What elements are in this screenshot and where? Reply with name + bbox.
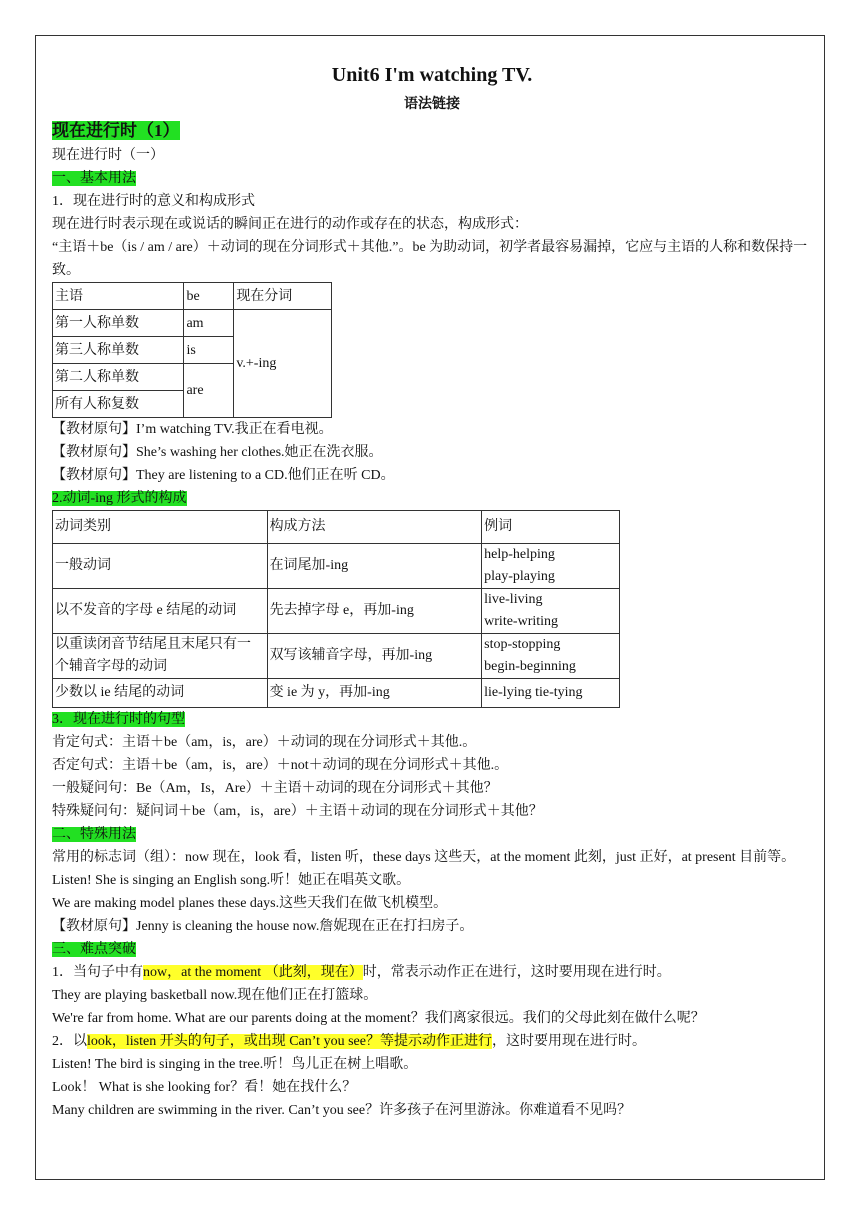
difficulty-point-2 [52, 1030, 812, 1053]
example-line: 【教材原句】Jenny is cleaning the house now.詹妮现在正在打扫房子。 [52, 919, 474, 934]
table-cell: 第三人称单数 [53, 337, 184, 364]
table-cell-participle: v.+-ing [234, 310, 332, 418]
example-line: 【教材原句】She’s washing her clothes.她正在洗衣服。 [52, 445, 383, 460]
point2-title: 2.动词-ing 形式的构成 [52, 491, 187, 506]
example-line: We are making model planes these days.这些天我们在做飞机模型。 [52, 896, 448, 911]
table-header-cell: 主语 [53, 283, 184, 310]
section-sub-heading: 现在进行时（一） [52, 148, 164, 163]
highlighted-text: look，listen 开头的句子，或出现 Can’t you see？等提示动作正进行 [87, 1034, 492, 1049]
table-cell: 一般动词 [53, 544, 268, 589]
document-title: Unit6 I'm watching TV. [331, 64, 533, 86]
table-cell: am [184, 310, 234, 337]
text-span: 时，常表示动作正在进行，这时要用现在进行时。 [362, 965, 671, 980]
example-line: Look！ What is she looking for？看！她在找什么？ [52, 1080, 357, 1095]
text-span: 2．以 [52, 1034, 87, 1049]
document-subtitle: 语法链接 [404, 97, 460, 112]
point1-title: 1．现在进行时的意义和构成形式 [52, 194, 255, 209]
table-cell: 所有人称复数 [53, 391, 184, 418]
example-word: stop-stopping [484, 637, 561, 652]
point1-formula: “主语＋be（is / am / are）＋动词的现在分词形式＋其他.”。be 为助动词，初学者最容易漏掉，它应与主语的人称和数保持一致。 [52, 240, 808, 278]
table-cell: 在词尾加-ing [267, 544, 482, 589]
table-cell [482, 589, 620, 634]
table-cell: is [184, 337, 234, 364]
table-cell: are [184, 364, 234, 418]
subject-be-table [52, 282, 332, 418]
document-body [52, 60, 812, 1122]
table-cell [482, 544, 620, 589]
part1-heading: 一、基本用法 [52, 171, 136, 186]
table-cell: 先去掉字母 e，再加-ing [267, 589, 482, 634]
example-word: play-playing [484, 569, 555, 584]
example-line: 【教材原句】They are listening to a CD.他们正在听 CD。 [52, 468, 395, 483]
text-span: ，这时要用现在进行时。 [491, 1034, 646, 1049]
table-cell: 变 ie 为 y，再加-ing [267, 679, 482, 708]
text-span: 1．当句子中有 [52, 965, 143, 980]
part2-heading: 二、特殊用法 [52, 827, 136, 842]
part3-heading: 三、难点突破 [52, 942, 136, 957]
example-line: Listen! She is singing an English song.听！她正在唱英文歌。 [52, 873, 411, 888]
section-main-heading: 现在进行时（1） [52, 121, 180, 140]
example-word: begin-beginning [484, 659, 576, 674]
example-line: Listen! The bird is singing in the tree.听！鸟儿正在树上唱歌。 [52, 1057, 418, 1072]
ing-form-table [52, 510, 620, 708]
table-cell: 以不发音的字母 e 结尾的动词 [53, 589, 268, 634]
table-cell: 第一人称单数 [53, 310, 184, 337]
table-cell: 少数以 ie 结尾的动词 [53, 679, 268, 708]
table-cell: 双写该辅音字母，再加-ing [267, 634, 482, 679]
difficulty-point-1 [52, 961, 812, 984]
point1-desc: 现在进行时表示现在或说话的瞬间正在进行的动作或存在的状态，构成形式： [52, 217, 528, 232]
signal-words: 常用的标志词（组）：now 现在，look 看，listen 听，these days 这些天，at the moment 此刻，just 正好，at present 目前等。 [52, 850, 796, 865]
table-header-cell: be [184, 283, 234, 310]
point3-title: 3．现在进行时的句型 [52, 712, 185, 727]
table-header-cell: 例词 [482, 511, 620, 544]
example-line: We're far from home. What are our parents doing at the moment？我们离家很远。我们的父母此刻在做什么呢？ [52, 1011, 705, 1026]
example-line: Many children are swimming in the river. Can’t you see？许多孩子在河里游泳。你难道看不见吗？ [52, 1103, 632, 1118]
pattern-line: 特殊疑问句：疑问词＋be（am，is，are）＋主语＋动词的现在分词形式＋其他？ [52, 804, 543, 819]
example-line: They are playing basketball now.现在他们正在打篮球。 [52, 988, 378, 1003]
table-cell: 第二人称单数 [53, 364, 184, 391]
table-header-cell: 动词类别 [53, 511, 268, 544]
pattern-line: 一般疑问句：Be（Am，Is，Are）＋主语＋动词的现在分词形式＋其他？ [52, 781, 498, 796]
example-word: live-living [484, 592, 543, 607]
example-word: write-writing [484, 614, 559, 629]
table-header-cell: 现在分词 [234, 283, 332, 310]
table-cell: 以重读闭音节结尾且末尾只有一个辅音字母的动词 [53, 634, 268, 679]
highlighted-text: now，at the moment （此刻，现在） [143, 965, 363, 980]
table-header-cell: 构成方法 [267, 511, 482, 544]
example-line: 【教材原句】I’m watching TV.我正在看电视。 [52, 422, 333, 437]
example-word: help-helping [484, 547, 555, 562]
pattern-line: 肯定句式：主语＋be（am，is，are）＋动词的现在分词形式＋其他.。 [52, 735, 477, 750]
table-cell [482, 634, 620, 679]
pattern-line: 否定句式：主语＋be（am，is，are）＋not＋动词的现在分词形式＋其他.。 [52, 758, 509, 773]
table-cell: lie-lying tie-tying [482, 679, 620, 708]
